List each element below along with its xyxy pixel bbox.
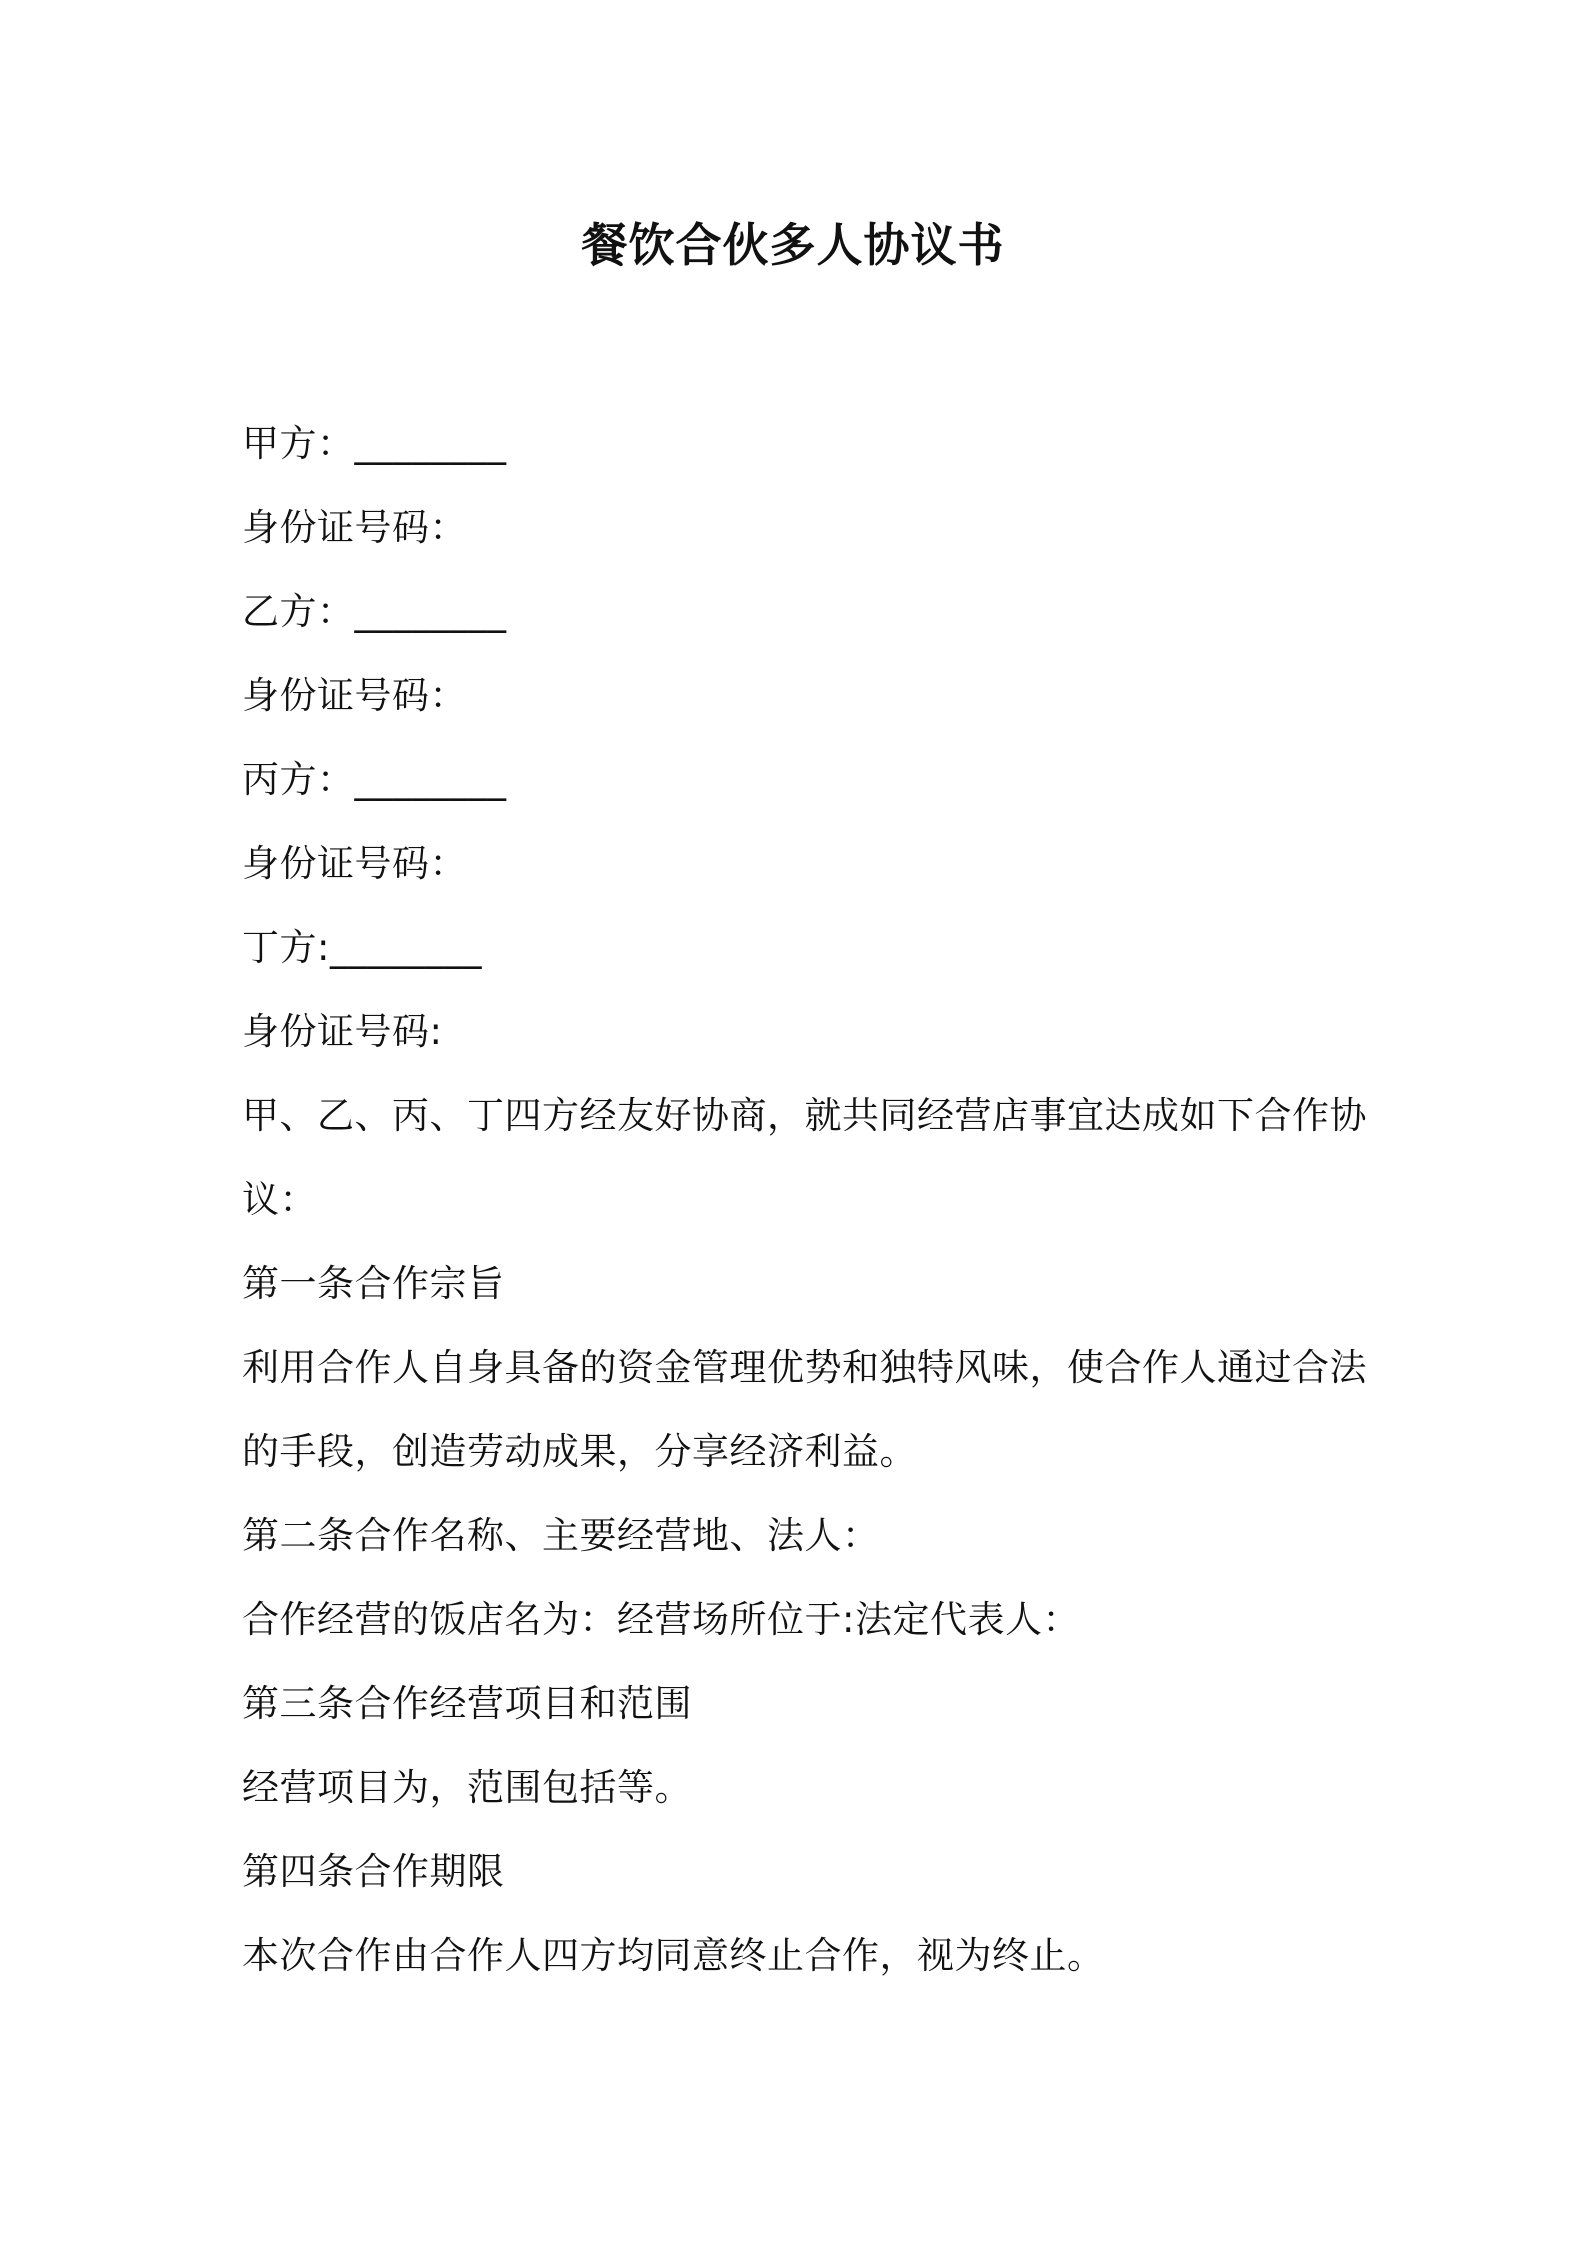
party-a-line: 甲方：________ [242, 422, 507, 465]
intro-paragraph-line: 甲、乙、丙、丁四方经友好协商，就共同经营店事宜达成如下合作协 [242, 1094, 1367, 1137]
party-b-id-line: 身份证号码： [242, 674, 467, 717]
party-d-id-line: 身份证号码: [242, 1010, 443, 1053]
article-1-heading: 第一条合作宗旨 [242, 1262, 505, 1305]
article-4-heading: 第四条合作期限 [242, 1850, 505, 1893]
article-2-text-line: 合作经营的饭店名为：经营场所位于:法定代表人： [242, 1598, 1080, 1641]
article-3-heading: 第三条合作经营项目和范围 [242, 1682, 692, 1725]
article-2-heading: 第二条合作名称、主要经营地、法人： [242, 1514, 880, 1557]
document-title: 餐饮合伙多人协议书 [581, 218, 1005, 272]
article-4-text-line: 本次合作由合作人四方均同意终止合作，视为终止。 [242, 1934, 1105, 1977]
document-body [242, 402, 1367, 1998]
party-c-line: 丙方：________ [242, 758, 507, 801]
party-a-id-line: 身份证号码： [242, 506, 467, 549]
party-b-line: 乙方：________ [242, 590, 507, 633]
intro-paragraph-line: 议： [242, 1178, 317, 1221]
article-1-text-line: 的手段，创造劳动成果，分享经济利益。 [242, 1430, 917, 1473]
party-d-line: 丁方:________ [242, 926, 482, 969]
article-3-text-line: 经营项目为，范围包括等。 [242, 1766, 692, 1809]
article-1-text-line: 利用合作人自身具备的资金管理优势和独特风味，使合作人通过合法 [242, 1346, 1367, 1389]
party-c-id-line: 身份证号码： [242, 842, 467, 885]
